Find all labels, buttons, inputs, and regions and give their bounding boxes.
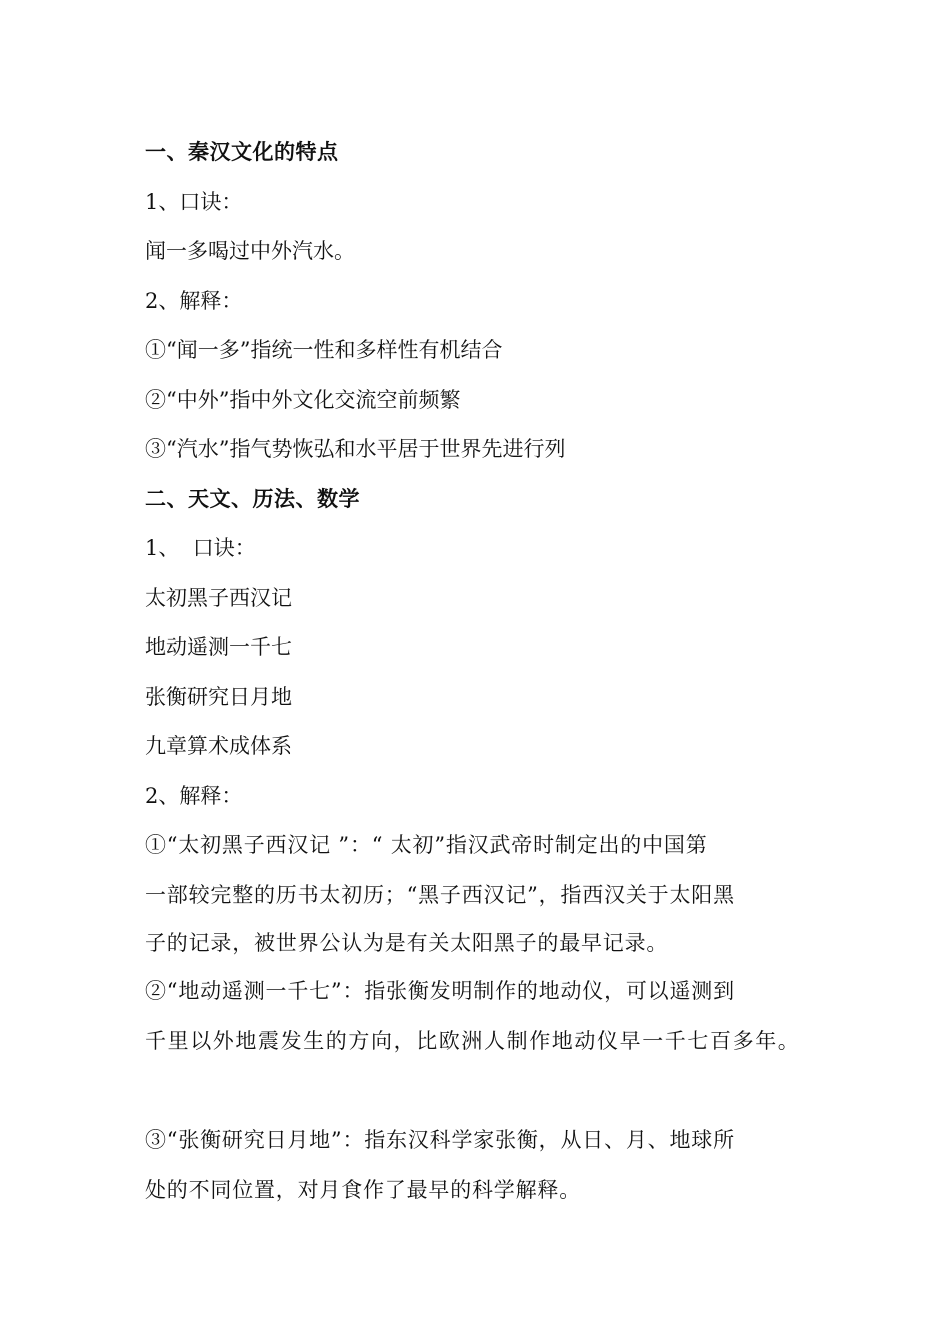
paragraph-line: 千里以外地震发生的方向，比欧洲人制作地动仪早一千七百多年。 [145, 1028, 801, 1053]
section1-mnemonic: 闻一多喝过中外汽水。 [145, 239, 355, 263]
document-page [145, 128, 835, 1215]
section1-explanation-label: 2、解释： [145, 288, 243, 313]
section1-item-1: ①“闻一多”指统一性和多样性有机结合 [145, 338, 503, 362]
section2-mnemonic-label: 1、 口诀： [145, 536, 256, 560]
paragraph-line: ①“太初黑子西汉记 ”：“ 太初”指汉武帝时制定出的中国第 [145, 833, 708, 857]
paragraph-line: 一部较完整的历书太初历；“黑子西汉记”，指西汉关于太阳黑 [145, 882, 735, 907]
paragraph-line: ②“地动遥测一千七”：指张衡发明制作的地动仪，可以遥测到 [145, 979, 735, 1003]
section2-explanation-label: 2、解释： [145, 783, 243, 808]
section1-item-3: ③“汽水”指气势恢弘和水平居于世界先进行列 [145, 437, 566, 461]
paragraph-line: 处的不同位置，对月食作了最早的科学解释。 [145, 1177, 581, 1202]
section1-heading: 一、秦汉文化的特点 [145, 140, 339, 164]
explanation-paragraph-1 [145, 821, 835, 967]
paragraph-line: 子的记录，被世界公认为是有关太阳黑子的最早记录。 [145, 931, 669, 955]
paragraph-gap [145, 1066, 835, 1116]
explanation-paragraph-3 [145, 1116, 835, 1215]
section1-mnemonic-label: 1、口诀： [145, 189, 243, 214]
section2-mnemonic-line-3: 张衡研究日月地 [145, 684, 292, 709]
section2-mnemonic-line-4: 九章算术成体系 [145, 734, 292, 758]
explanation-paragraph-2 [145, 967, 835, 1066]
section2-mnemonic-line-1: 太初黑子西汉记 [145, 585, 292, 610]
paragraph-line: ③“张衡研究日月地”：指东汉科学家张衡，从日、月、地球所 [145, 1128, 735, 1152]
section2-heading: 二、天文、历法、数学 [145, 486, 360, 511]
section2-mnemonic-line-2: 地动遥测一千七 [145, 635, 292, 659]
section1-item-2: ②“中外”指中外文化交流空前频繁 [145, 387, 461, 412]
